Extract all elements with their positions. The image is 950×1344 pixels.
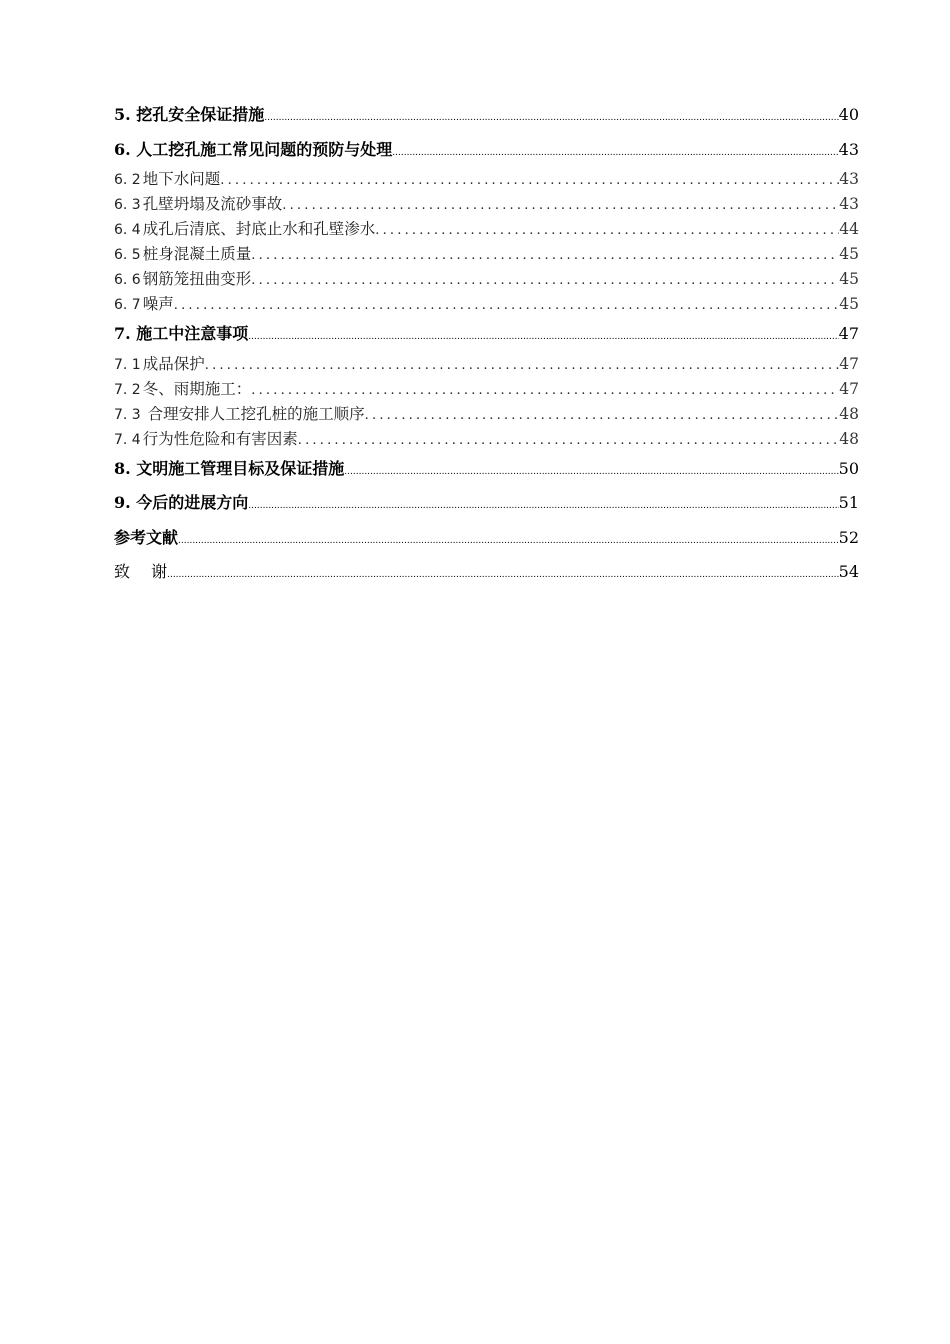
toc-entry-title: 6. 人工挖孔施工常见问题的预防与处理 (114, 139, 393, 159)
toc-page-number: 47 (838, 324, 859, 343)
dot-leader (392, 136, 838, 171)
toc-entry-title: 6. 7 噪声 (114, 295, 174, 313)
toc-subentry[interactable] (114, 427, 859, 452)
toc-entry[interactable] (114, 317, 859, 352)
toc-entry-title: 8. 文明施工管理目标及保证措施 (114, 458, 345, 478)
toc-page-number: 40 (838, 105, 859, 124)
dot-leader (220, 168, 839, 193)
toc-entry[interactable] (114, 98, 859, 133)
toc-page-number: 52 (838, 527, 859, 547)
toc-entry-title: 7. 3 合理安排人工挖孔桩的施工顺序 (114, 404, 365, 423)
dot-leader (282, 193, 839, 218)
toc-entry-title: 7. 2 冬、雨期施工： (114, 379, 252, 398)
toc-page-number: 47 (839, 379, 859, 398)
toc-subentry[interactable] (114, 192, 859, 217)
toc-entry-title: 9. 今后的进展方向 (114, 493, 249, 512)
toc-subentry[interactable] (114, 292, 859, 317)
toc-page-number: 48 (839, 404, 859, 423)
dot-leader (344, 455, 838, 490)
toc-subentry[interactable] (114, 242, 859, 267)
dot-leader (375, 218, 839, 243)
toc-subentry[interactable] (114, 402, 859, 427)
toc-entry-title: 5. 挖孔安全保证措施 (114, 105, 265, 124)
toc-entry-title: 6. 2 地下水问题 (114, 170, 221, 188)
dot-leader (251, 243, 839, 268)
dot-leader (251, 378, 839, 403)
dot-leader (264, 101, 838, 136)
dot-leader (174, 293, 840, 318)
table-of-contents (114, 98, 859, 590)
toc-entry-title: 6. 4 成孔后清底、封底止水和孔壁渗水 (114, 220, 376, 238)
toc-subentry[interactable] (114, 267, 859, 292)
toc-subentry[interactable] (114, 167, 859, 192)
toc-entry-title: 6. 6 钢筋笼扭曲变形 (114, 270, 252, 288)
dot-leader (248, 489, 838, 524)
toc-entry-title: 7. 1 成品保护 (114, 354, 205, 373)
toc-entry[interactable] (114, 486, 859, 521)
toc-entry[interactable] (114, 555, 859, 590)
dot-leader (298, 428, 840, 453)
toc-entry[interactable] (114, 452, 859, 487)
toc-entry-title: 6. 5 桩身混凝土质量 (114, 245, 252, 263)
toc-page-number: 43 (839, 195, 859, 213)
toc-entry[interactable] (114, 133, 859, 168)
toc-page-number: 45 (839, 295, 859, 313)
toc-entry-title: 6. 3 孔壁坍塌及流砂事故 (114, 195, 283, 213)
toc-entry[interactable] (114, 521, 859, 556)
toc-page-number: 43 (839, 170, 859, 188)
dot-leader (167, 558, 839, 593)
toc-entry-title: 7. 施工中注意事项 (114, 324, 249, 343)
dot-leader (365, 403, 840, 428)
toc-subentry[interactable] (114, 217, 859, 242)
toc-subentry[interactable] (114, 352, 859, 377)
toc-entry-title: 7. 4 行为性危险和有害因素 (114, 429, 298, 448)
toc-page-number: 43 (838, 139, 859, 159)
toc-page-number: 51 (838, 493, 859, 512)
dot-leader (251, 268, 839, 293)
toc-page-number: 44 (839, 220, 859, 238)
toc-page-number: 50 (838, 458, 859, 478)
toc-page-number: 45 (839, 270, 859, 288)
toc-page-number: 45 (839, 245, 859, 263)
toc-page-number: 54 (838, 562, 859, 581)
toc-page-number: 48 (839, 429, 859, 448)
dot-leader (205, 353, 840, 378)
dot-leader (248, 320, 838, 355)
toc-subentry[interactable] (114, 377, 859, 402)
toc-entry-title: 致 谢 (114, 562, 168, 581)
toc-page-number: 47 (839, 354, 859, 373)
toc-entry-title: 参考文献 (114, 527, 179, 547)
dot-leader (178, 524, 839, 559)
